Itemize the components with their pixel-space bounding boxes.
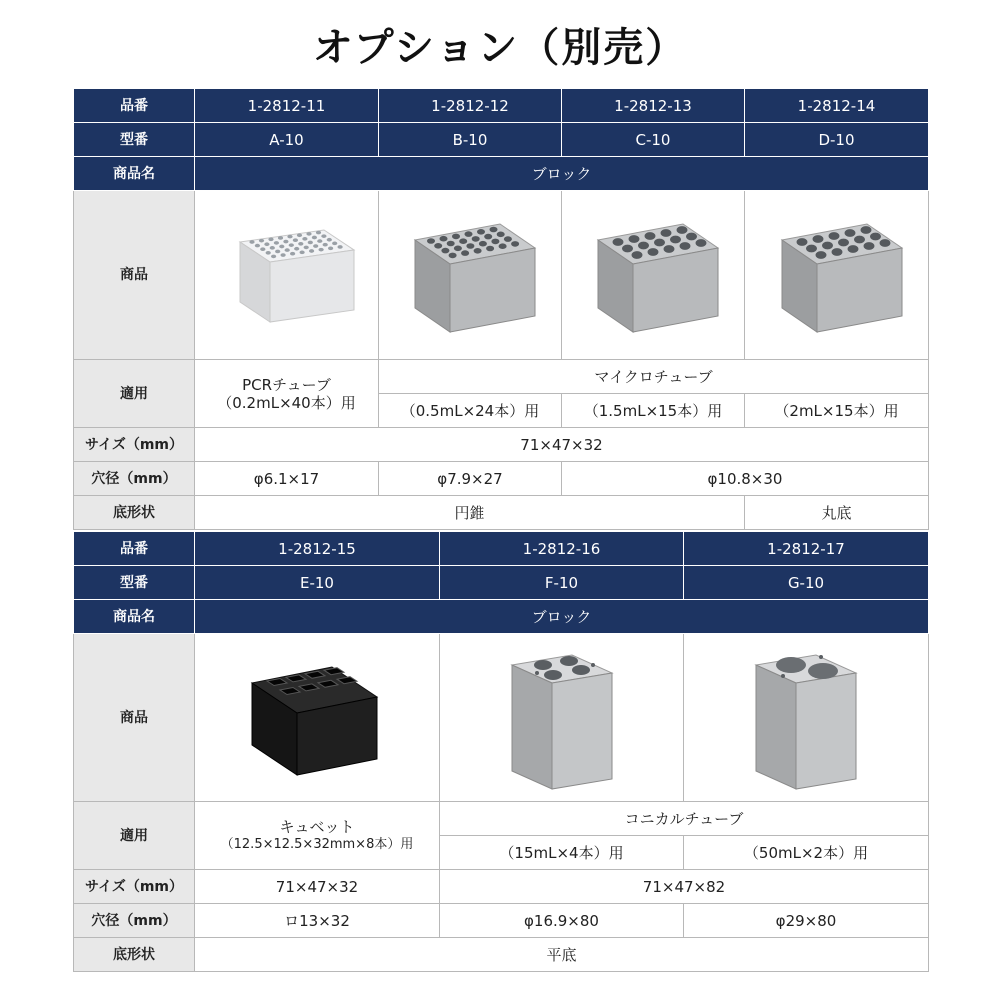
hole — [296, 233, 301, 237]
hole — [497, 232, 505, 238]
hole — [459, 238, 467, 244]
hole — [271, 255, 276, 259]
hole-f: φ16.9×80 — [440, 904, 684, 938]
hole — [309, 249, 314, 253]
hole — [298, 242, 303, 246]
hole — [654, 239, 665, 247]
product-image-f — [440, 634, 684, 802]
hole — [661, 229, 672, 237]
hole-e: ロ13×32 — [195, 904, 440, 938]
hole — [474, 248, 482, 254]
hole — [863, 242, 874, 250]
product-name-label-2: 商品名 — [74, 600, 195, 634]
bottom-label: 底形状 — [74, 496, 195, 530]
page-title: オプション（別売） — [312, 25, 688, 71]
size-label-2: サイズ（mm） — [74, 870, 195, 904]
hole — [477, 229, 485, 235]
hole — [306, 232, 311, 236]
hole — [311, 236, 316, 240]
product-image-row-2 — [74, 634, 929, 802]
hole — [860, 226, 871, 234]
hole — [264, 242, 269, 246]
application-label-2: 適用 — [74, 802, 195, 870]
hole — [292, 238, 297, 242]
part-no-f: 1-2812-16 — [440, 532, 684, 566]
hole — [499, 243, 507, 249]
product-image-c — [562, 191, 745, 360]
hole — [511, 241, 519, 247]
size-e: 71×47×32 — [195, 870, 440, 904]
part-no-row-2 — [74, 532, 929, 566]
hole — [318, 248, 323, 252]
model-e: E-10 — [195, 566, 440, 600]
application-e-line1: キュベット — [279, 817, 355, 836]
model-g: G-10 — [684, 566, 929, 600]
product-name-row-2 — [74, 600, 929, 634]
hole — [466, 243, 474, 249]
application-row-1 — [74, 360, 929, 394]
application-d: （2mL×15本）用 — [745, 394, 929, 428]
hole-label: 穴径（mm） — [74, 462, 195, 496]
hole — [317, 239, 322, 243]
hole — [290, 252, 295, 256]
hole — [461, 250, 469, 256]
application-label: 適用 — [74, 360, 195, 428]
hole — [504, 236, 512, 242]
bottom-row — [74, 496, 929, 530]
size-row-2 — [74, 870, 929, 904]
hole — [288, 243, 293, 247]
hole — [326, 238, 331, 242]
part-no-g: 1-2812-17 — [684, 532, 929, 566]
size-fg: 71×47×82 — [440, 870, 929, 904]
hole — [838, 239, 849, 247]
application-a — [195, 360, 379, 428]
part-no-label-2: 品番 — [74, 532, 195, 566]
product-image-e — [195, 634, 440, 802]
product-name-value: ブロック — [195, 157, 929, 191]
part-no-c: 1-2812-13 — [562, 89, 745, 123]
hole — [648, 248, 659, 256]
part-no-a: 1-2812-11 — [195, 89, 379, 123]
hole — [822, 242, 833, 250]
model-label: 型番 — [74, 123, 195, 157]
hole — [258, 239, 263, 243]
hole — [806, 245, 817, 253]
application-g: （50mL×2本）用 — [684, 836, 929, 870]
application-row-2a — [74, 802, 929, 836]
hole-label-2: 穴径（mm） — [74, 904, 195, 938]
hole — [299, 251, 304, 255]
hole-row-2 — [74, 904, 929, 938]
hole — [273, 241, 278, 245]
hole — [815, 251, 826, 259]
bottom-value-2: 平底 — [195, 938, 929, 972]
hole — [284, 248, 289, 252]
product-image-b — [379, 191, 562, 360]
hole — [249, 240, 254, 244]
hole — [321, 234, 326, 238]
product-image-g — [684, 634, 929, 802]
hole — [479, 241, 487, 247]
block-15-hole-icon — [578, 210, 728, 340]
hole — [632, 251, 643, 259]
hole — [315, 231, 320, 235]
hole — [265, 251, 270, 255]
part-no-d: 1-2812-14 — [745, 89, 929, 123]
option-table-1 — [73, 88, 929, 530]
hole — [337, 245, 342, 249]
model-label-2: 型番 — [74, 566, 195, 600]
part-no-b: 1-2812-12 — [379, 89, 562, 123]
hole — [847, 245, 858, 253]
hole — [638, 242, 649, 250]
model-row — [74, 123, 929, 157]
hole — [472, 236, 480, 242]
hole — [440, 236, 448, 242]
hole-g: φ29×80 — [684, 904, 929, 938]
hole — [879, 239, 890, 247]
hole — [322, 243, 327, 247]
part-no-label: 品番 — [74, 89, 195, 123]
bottom-abc: 円錐 — [195, 496, 745, 530]
hole-cd: φ10.8×30 — [562, 462, 929, 496]
hole — [664, 245, 675, 253]
bottom-row-2 — [74, 938, 929, 972]
hole — [452, 234, 460, 240]
hole — [283, 240, 288, 244]
product-label-2: 商品 — [74, 634, 195, 802]
pcr-block-icon — [212, 220, 362, 330]
model-d: D-10 — [745, 123, 929, 157]
hole — [831, 248, 842, 256]
hole — [680, 242, 691, 250]
size-row — [74, 428, 929, 462]
hole — [454, 246, 462, 252]
product-label: 商品 — [74, 191, 195, 360]
hole — [870, 233, 881, 241]
hole — [828, 232, 839, 240]
hole — [313, 244, 318, 248]
application-a-line1: PCRチューブ — [242, 375, 331, 394]
product-image-d — [745, 191, 929, 360]
hole — [279, 245, 284, 249]
hole — [622, 245, 633, 253]
hole — [268, 237, 273, 241]
bottom-label-2: 底形状 — [74, 938, 195, 972]
application-e — [195, 802, 440, 870]
hole — [449, 253, 457, 259]
hole-row — [74, 462, 929, 496]
product-image-a — [195, 191, 379, 360]
model-f: F-10 — [440, 566, 684, 600]
application-f: （15mL×4本）用 — [440, 836, 684, 870]
option-table-2 — [73, 531, 929, 972]
application-e-line2: （12.5×12.5×32mm×8本）用 — [220, 836, 414, 852]
model-row-2 — [74, 566, 929, 600]
block-24-hole-icon — [395, 210, 545, 340]
hole — [686, 233, 697, 241]
hole — [303, 246, 308, 250]
model-c: C-10 — [562, 123, 745, 157]
block-15-hole-icon — [762, 210, 912, 340]
hole — [629, 235, 640, 243]
hole — [486, 246, 494, 252]
hole — [613, 238, 624, 246]
hole — [260, 247, 265, 251]
hole — [491, 239, 499, 245]
conical-15ml-block-icon — [497, 643, 627, 793]
part-no-row — [74, 89, 929, 123]
application-group-2: コニカルチューブ — [440, 802, 929, 836]
hole — [277, 236, 282, 240]
hole — [796, 238, 807, 246]
product-image-row — [74, 191, 929, 360]
application-group: マイクロチューブ — [379, 360, 929, 394]
hole — [670, 236, 681, 244]
hole-b: φ7.9×27 — [379, 462, 562, 496]
hole — [254, 244, 259, 248]
hole — [441, 248, 449, 254]
hole-a: φ6.1×17 — [195, 462, 379, 496]
hole — [287, 235, 292, 239]
hole — [645, 232, 656, 240]
hole — [307, 241, 312, 245]
size-label: サイズ（mm） — [74, 428, 195, 462]
part-no-e: 1-2812-15 — [195, 532, 440, 566]
product-name-value-2: ブロック — [195, 600, 929, 634]
hole — [294, 247, 299, 251]
application-a-line2: （0.2mL×40本）用 — [217, 393, 356, 412]
conical-50ml-block-icon — [741, 643, 871, 793]
application-c: （1.5mL×15本）用 — [562, 394, 745, 428]
hole — [328, 246, 333, 250]
hole — [696, 239, 707, 247]
product-name-row — [74, 157, 929, 191]
cuvette-block-icon — [237, 653, 397, 783]
hole — [434, 243, 442, 249]
hole — [490, 227, 498, 233]
hole — [427, 238, 435, 244]
product-name-label: 商品名 — [74, 157, 195, 191]
bottom-d: 丸底 — [745, 496, 929, 530]
hole — [332, 242, 337, 246]
hole — [812, 235, 823, 243]
hole — [447, 241, 455, 247]
hole — [275, 250, 280, 254]
hole — [854, 236, 865, 244]
application-b: （0.5mL×24本）用 — [379, 394, 562, 428]
hole — [280, 253, 285, 257]
hole — [844, 229, 855, 237]
hole — [677, 226, 688, 234]
size-value: 71×47×32 — [195, 428, 929, 462]
hole — [465, 231, 473, 237]
model-a: A-10 — [195, 123, 379, 157]
hole — [302, 237, 307, 241]
hole — [484, 234, 492, 240]
model-b: B-10 — [379, 123, 562, 157]
hole — [269, 246, 274, 250]
